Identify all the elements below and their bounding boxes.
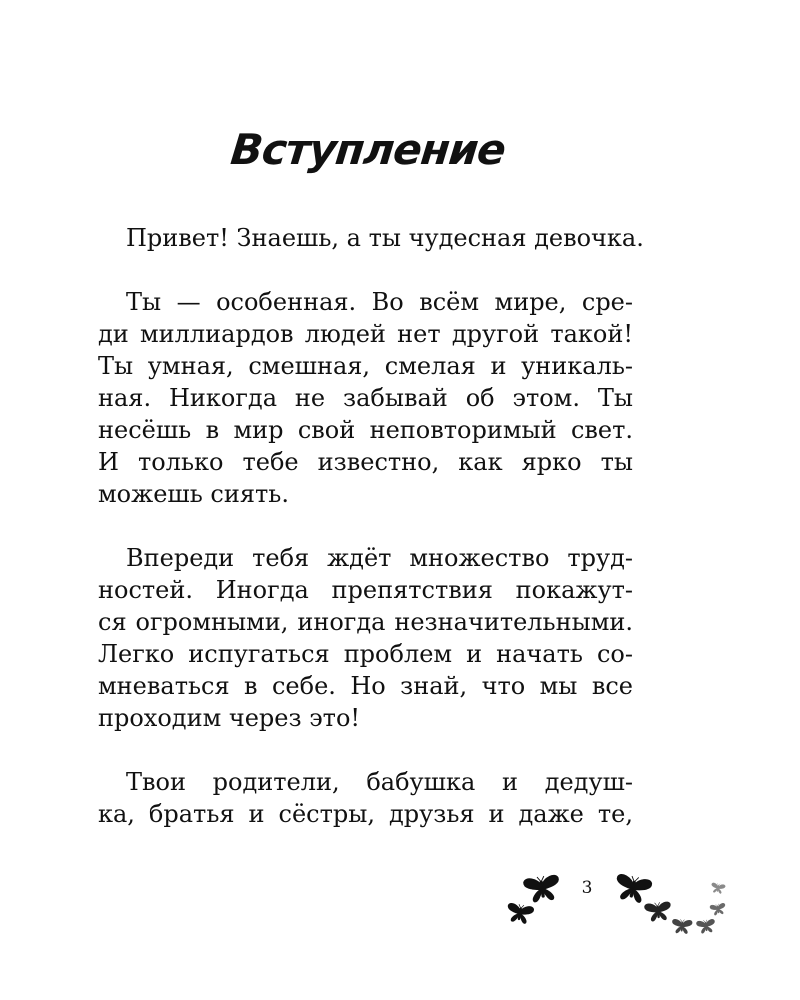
butterfly-icon	[613, 873, 652, 904]
text-line: Ты умная, смешная, смелая и уникаль-	[98, 352, 633, 380]
butterfly-icon	[523, 874, 561, 903]
page-number: 3	[581, 878, 593, 898]
text-line: Легко испугаться проблем и начать со-	[98, 640, 633, 668]
paragraph	[98, 542, 633, 734]
text-line: ся огромными, иногда незначительными.	[98, 608, 633, 636]
text-line: И только тебе известно, как ярко ты	[98, 448, 633, 476]
butterfly-icon	[710, 903, 727, 916]
text-line: мневаться в себе. Но знай, что мы все	[98, 672, 633, 700]
paragraph	[98, 286, 633, 510]
text-line: проходим через это!	[98, 704, 361, 732]
text-line: Впереди тебя ждёт множество труд-	[126, 544, 633, 572]
paragraph	[98, 222, 644, 254]
body-text	[98, 222, 644, 862]
text-line: несёшь в мир свой неповторимый свет.	[98, 416, 633, 444]
butterfly-icon	[696, 919, 716, 934]
text-line: ная. Никогда не забывай об этом. Ты	[98, 384, 633, 412]
text-line: ди миллиардов людей нет другой такой!	[98, 320, 633, 348]
paragraph	[98, 766, 633, 830]
butterfly-icon	[672, 919, 693, 934]
butterfly-icon	[644, 901, 671, 922]
text-line: можешь сиять.	[98, 480, 289, 508]
butterfly-icon	[710, 882, 725, 894]
text-line: ностей. Иногда препятствия покажут-	[98, 576, 633, 604]
text-line: Твои родители, бабушка и дедуш-	[126, 768, 633, 796]
text-line: Привет! Знаешь, а ты чудесная девочка.	[126, 224, 644, 252]
text-line: Ты — особенная. Во всём мире, сре-	[126, 288, 633, 316]
butterfly-icon	[506, 902, 534, 924]
chapter-title: Вступление	[228, 125, 508, 174]
text-line: ка, братья и сёстры, друзья и даже те,	[98, 800, 633, 828]
